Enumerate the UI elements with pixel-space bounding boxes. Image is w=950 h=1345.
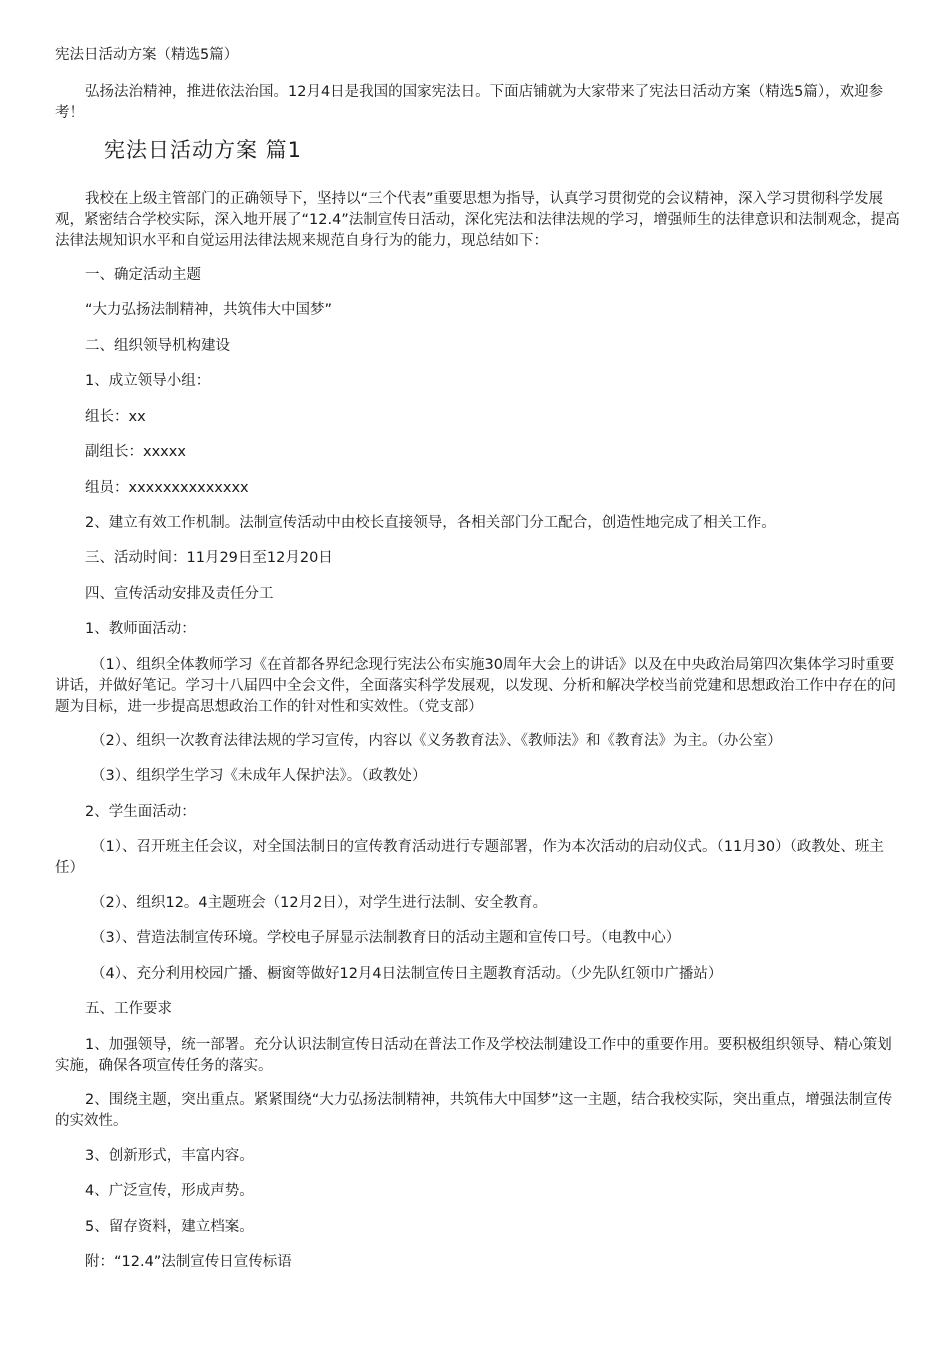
teacher-activities-heading: 1、教师面活动：: [85, 621, 196, 637]
item-5-heading: 五、工作要求: [85, 1001, 172, 1017]
section-heading: 宪法日活动方案 篇1: [104, 138, 303, 162]
intro-paragraph: 弘扬法治精神，推进依法治国。12月4日是我国的国家宪法日。下面店铺就为大家带来了宪法日活动方案（精选5篇），欢迎参考！: [55, 84, 884, 121]
item-4-heading: 四、宣传活动安排及责任分工: [85, 586, 274, 602]
requirement-2: 2、围绕主题，突出重点。紧紧围绕“大力弘扬法制精神，共筑伟大中国梦”这一主题，结合我校实际，突出重点，增强法制宣传的实效性。: [55, 1092, 893, 1129]
item-2-2: 2、建立有效工作机制。法制宣传活动中由校长直接领导，各相关部门分工配合，创造性地完成了相关工作。: [85, 515, 776, 531]
document-title: 宪法日活动方案（精选5篇）: [55, 47, 239, 63]
opening-paragraph: 我校在上级主管部门的正确领导下，坚持以“三个代表”重要思想为指导，认真学习贯彻党的会议精神，深入学习贯彻科学发展观，紧密结合学校实际，深入地开展了“12.4”法制宣传日活动，深化宪法和法律法规的学习，增强师生的法律意识和法制观念，提高法律法规知识水平和自觉运用法律法规来规范自身行为的能力，现总结如下：: [55, 191, 900, 249]
theme-quote: “大力弘扬法制精神，共筑伟大中国梦”: [85, 302, 333, 318]
requirement-5: 5、留存资料，建立档案。: [85, 1219, 254, 1235]
item-2-heading: 二、组织领导机构建设: [85, 338, 230, 354]
teacher-activity-2: （2）、组织一次教育法律法规的学习宣传，内容以《义务教育法》、《教师法》和《教育法》为主。（办公室）: [91, 733, 782, 749]
members-line: 组员：xxxxxxxxxxxxxx: [85, 480, 249, 496]
requirement-3: 3、创新形式，丰富内容。: [85, 1148, 254, 1164]
teacher-activity-1: （1）、组织全体教师学习《在首都各界纪念现行宪法公布实施30周年大会上的讲话》以及在中央政治局第四次集体学习时重要讲话，并做好笔记。学习十八届四中全会文件，全面落实科学发展观，以发现、分析和解决学校当前党建和思想政治工作中存在的问题为目标，进一步提高思想政治工作的针对性和实效性。（党支部）: [55, 657, 896, 715]
item-1-heading: 一、确定活动主题: [85, 267, 201, 283]
item-3-heading: 三、活动时间：11月29日至12月20日: [85, 550, 333, 566]
teacher-activity-3: （3）、组织学生学习《未成年人保护法》。（政教处）: [91, 768, 427, 784]
student-activities-heading: 2、学生面活动：: [85, 804, 196, 820]
student-activity-2: （2）、组织12。4主题班会（12月2日），对学生进行法制、安全教育。: [91, 895, 548, 911]
appendix-line: 附：“12.4”法制宣传日宣传标语: [85, 1254, 292, 1270]
student-activity-1: （1）、召开班主任会议，对全国法制日的宣传教育活动进行专题部署，作为本次活动的启动仪式。（11月30）（政教处、班主任）: [55, 839, 884, 876]
item-2-1: 1、成立领导小组：: [85, 373, 211, 389]
student-activity-3: （3）、营造法制宣传环境。学校电子屏显示法制教育日的活动主题和宣传口号。（电教中心）: [91, 930, 681, 946]
deputy-leader-line: 副组长：xxxxx: [85, 444, 186, 460]
leader-line: 组长：xx: [85, 409, 146, 425]
student-activity-4: （4）、充分利用校园广播、橱窗等做好12月4日法制宣传日主题教育活动。（少先队红领巾广播站）: [91, 966, 723, 982]
requirement-1: 1、加强领导，统一部署。充分认识法制宣传日活动在普法工作及学校法制建设工作中的重要作用。要积极组织领导、精心策划实施，确保各项宣传任务的落实。: [55, 1037, 892, 1074]
requirement-4: 4、广泛宣传，形成声势。: [85, 1183, 254, 1199]
